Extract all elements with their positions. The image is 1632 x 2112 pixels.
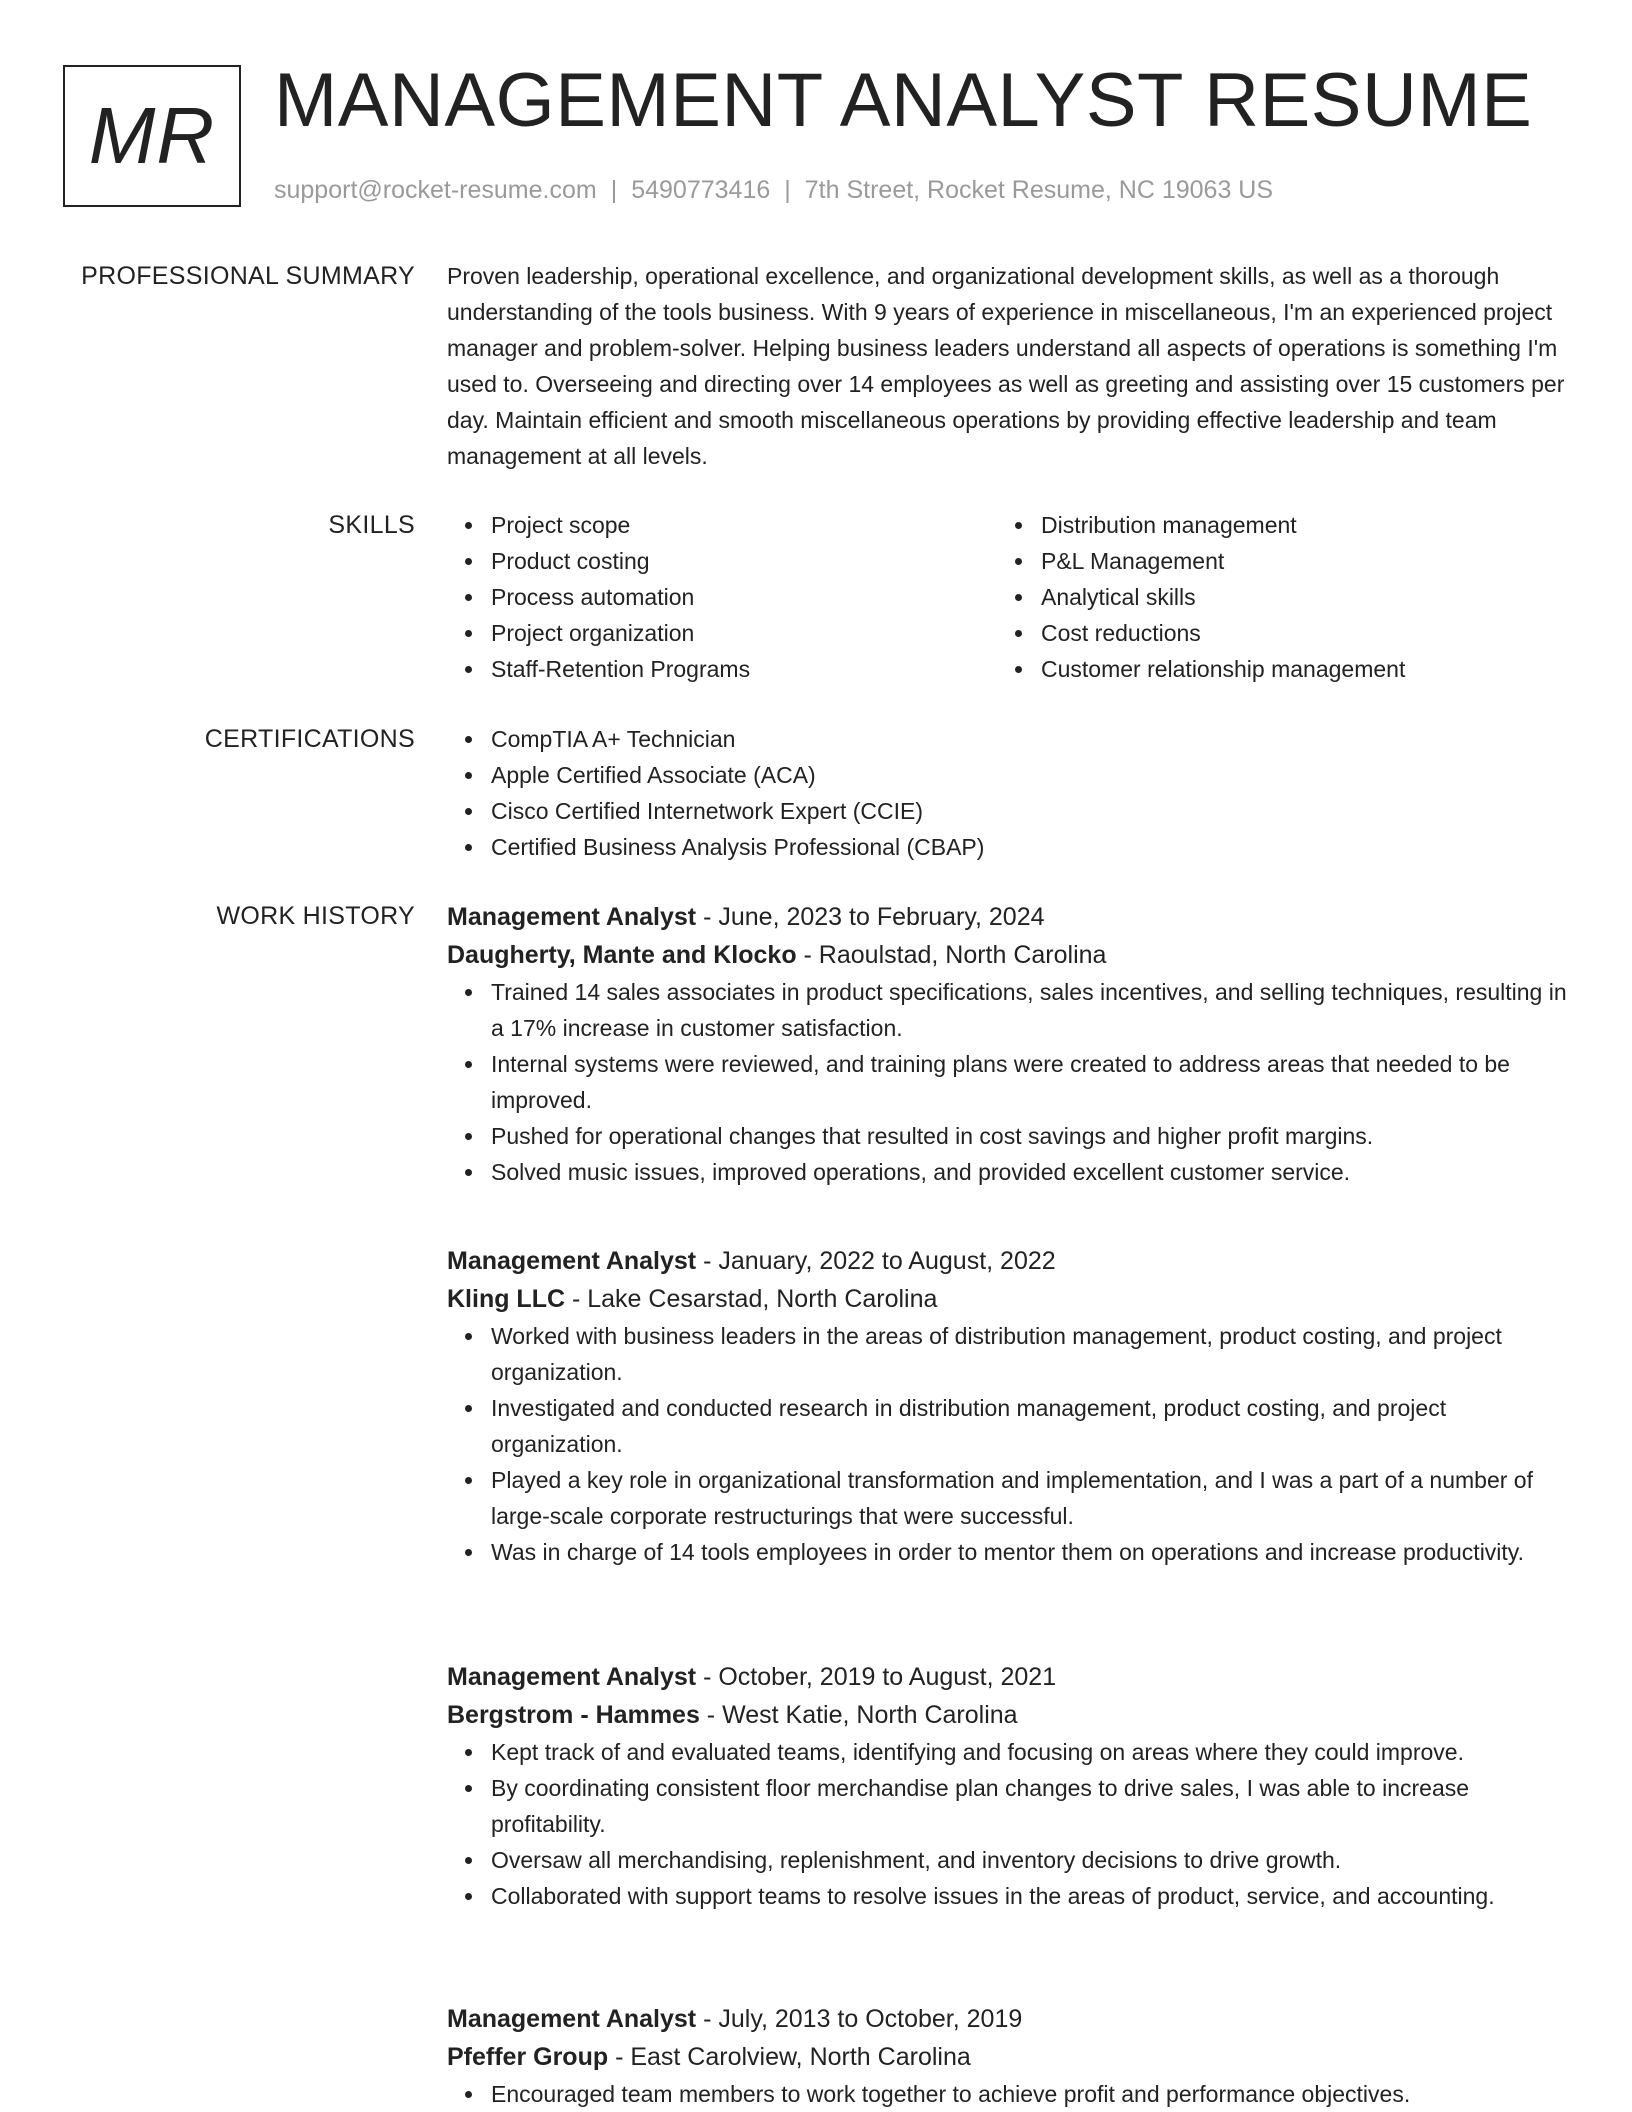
job-entry <box>0 1242 1632 1570</box>
monogram-box <box>63 65 241 207</box>
job-title: Management Analyst <box>447 903 697 931</box>
job-company-line <box>447 936 1569 974</box>
skills-column-left <box>447 507 997 687</box>
job-bullet: By coordinating consistent floor merchandise plan changes to drive sales, I was able to increase profitability. <box>491 1770 1569 1842</box>
certification-item: Apple Certified Associate (ACA) <box>491 757 1569 793</box>
job-dates: - June, 2023 to February, 2024 <box>696 903 1045 931</box>
job-entry <box>0 898 1632 1190</box>
skills-grid <box>447 507 1569 687</box>
job-entry <box>0 1658 1632 1914</box>
job-company: Pfeffer Group <box>447 2043 609 2071</box>
job-bullet: Investigated and conducted research in distribution management, product costing, and project organization. <box>491 1390 1569 1462</box>
contact-line <box>274 174 1273 206</box>
job-bullet: Encouraged team members to work together to achieve profit and performance objectives. <box>491 2076 1569 2112</box>
job-location: - Lake Cesarstad, North Carolina <box>565 1285 938 1313</box>
job-title: Management Analyst <box>447 2005 697 2033</box>
summary-heading: PROFESSIONAL SUMMARY <box>81 262 415 290</box>
job-bullet: Collaborated with support teams to resolve issues in the areas of product, service, and accounting. <box>491 1878 1569 1914</box>
job-title: Management Analyst <box>447 1247 697 1275</box>
job-company-line <box>447 1280 1569 1318</box>
job-bullet: Solved music issues, improved operations, and provided excellent customer service. <box>491 1154 1569 1190</box>
job-bullet: Worked with business leaders in the areas of distribution management, product costing, and project organization. <box>491 1318 1569 1390</box>
skills-column-right <box>997 507 1547 687</box>
monogram-initials: MR <box>88 91 216 180</box>
job-dates: - July, 2013 to October, 2019 <box>696 2005 1023 2033</box>
job-company: Daugherty, Mante and Klocko <box>447 941 797 969</box>
certification-item: Cisco Certified Internetwork Expert (CCIE) <box>491 793 1569 829</box>
job-company: Kling LLC <box>447 1285 566 1313</box>
skill-item: Distribution management <box>1041 507 1547 543</box>
job-location: - Raoulstad, North Carolina <box>796 941 1107 969</box>
job-company-line <box>447 1696 1569 1734</box>
job-bullet: Pushed for operational changes that resulted in cost savings and higher profit margins. <box>491 1118 1569 1154</box>
skill-item: P&L Management <box>1041 543 1547 579</box>
contact-address: 7th Street, Rocket Resume, NC 19063 US <box>804 176 1274 204</box>
job-company: Bergstrom - Hammes <box>447 1701 700 1729</box>
skill-item: Product costing <box>491 543 997 579</box>
job-title-line <box>447 1658 1569 1696</box>
job-title-line <box>447 898 1569 936</box>
contact-email[interactable]: support@rocket-resume.com <box>274 176 597 204</box>
job-dates: - October, 2019 to August, 2021 <box>696 1663 1057 1691</box>
skill-item: Analytical skills <box>1041 579 1547 615</box>
job-location: - East Carolview, North Carolina <box>608 2043 971 2071</box>
contact-separator: | <box>610 176 618 204</box>
job-bullet: Internal systems were reviewed, and training plans were created to address areas that needed to be improved. <box>491 1046 1569 1118</box>
job-bullet: Trained 14 sales associates in product specifications, sales incentives, and selling techniques, resulting in a 17% increase in customer satisfaction. <box>491 974 1569 1046</box>
contact-separator: | <box>784 176 791 204</box>
skill-item: Cost reductions <box>1041 615 1547 651</box>
skill-item: Customer relationship management <box>1041 651 1547 687</box>
job-bullet: Oversaw all merchandising, replenishment, and inventory decisions to drive growth. <box>491 1842 1569 1878</box>
work-history-heading: WORK HISTORY <box>216 902 415 930</box>
job-title-line <box>447 1242 1569 1280</box>
certification-item: CompTIA A+ Technician <box>491 721 1569 757</box>
skill-item: Process automation <box>491 579 997 615</box>
certification-item: Certified Business Analysis Professional (CBAP) <box>491 829 1569 865</box>
skills-heading: SKILLS <box>328 511 415 539</box>
job-company-line <box>447 2038 1569 2076</box>
job-bullet: Was in charge of 14 tools employees in order to mentor them on operations and increase productivity. <box>491 1534 1569 1570</box>
job-location: - West Katie, North Carolina <box>699 1701 1018 1729</box>
certifications-heading: CERTIFICATIONS <box>204 725 415 753</box>
skill-item: Project scope <box>491 507 997 543</box>
job-title-line <box>447 2000 1569 2038</box>
skill-item: Project organization <box>491 615 997 651</box>
job-bullet: Played a key role in organizational transformation and implementation, and I was a part of a number of large-scale corporate restructurings that were successful. <box>491 1462 1569 1534</box>
skill-item: Staff-Retention Programs <box>491 651 997 687</box>
summary-text: Proven leadership, operational excellence, and organizational development skills, as well as a thorough understanding of the tools business. With 9 years of experience in miscellaneous, I'm an experienced project manager and problem-solver. Helping business leaders understand all aspects of operations is something I'm used to. Overseeing and directing over 14 employees as well as greeting and assisting over 15 customers per day. Maintain efficient and smooth miscellaneous operations by providing effective leadership and team management at all levels. <box>447 263 1565 469</box>
page-title: MANAGEMENT ANALYST RESUME <box>274 58 1533 143</box>
job-entry <box>0 2000 1632 2112</box>
job-bullet: Kept track of and evaluated teams, identifying and focusing on areas where they could improve. <box>491 1734 1569 1770</box>
job-title: Management Analyst <box>447 1663 697 1691</box>
contact-phone[interactable]: 5490773416 <box>631 176 771 204</box>
job-dates: - January, 2022 to August, 2022 <box>696 1247 1056 1275</box>
